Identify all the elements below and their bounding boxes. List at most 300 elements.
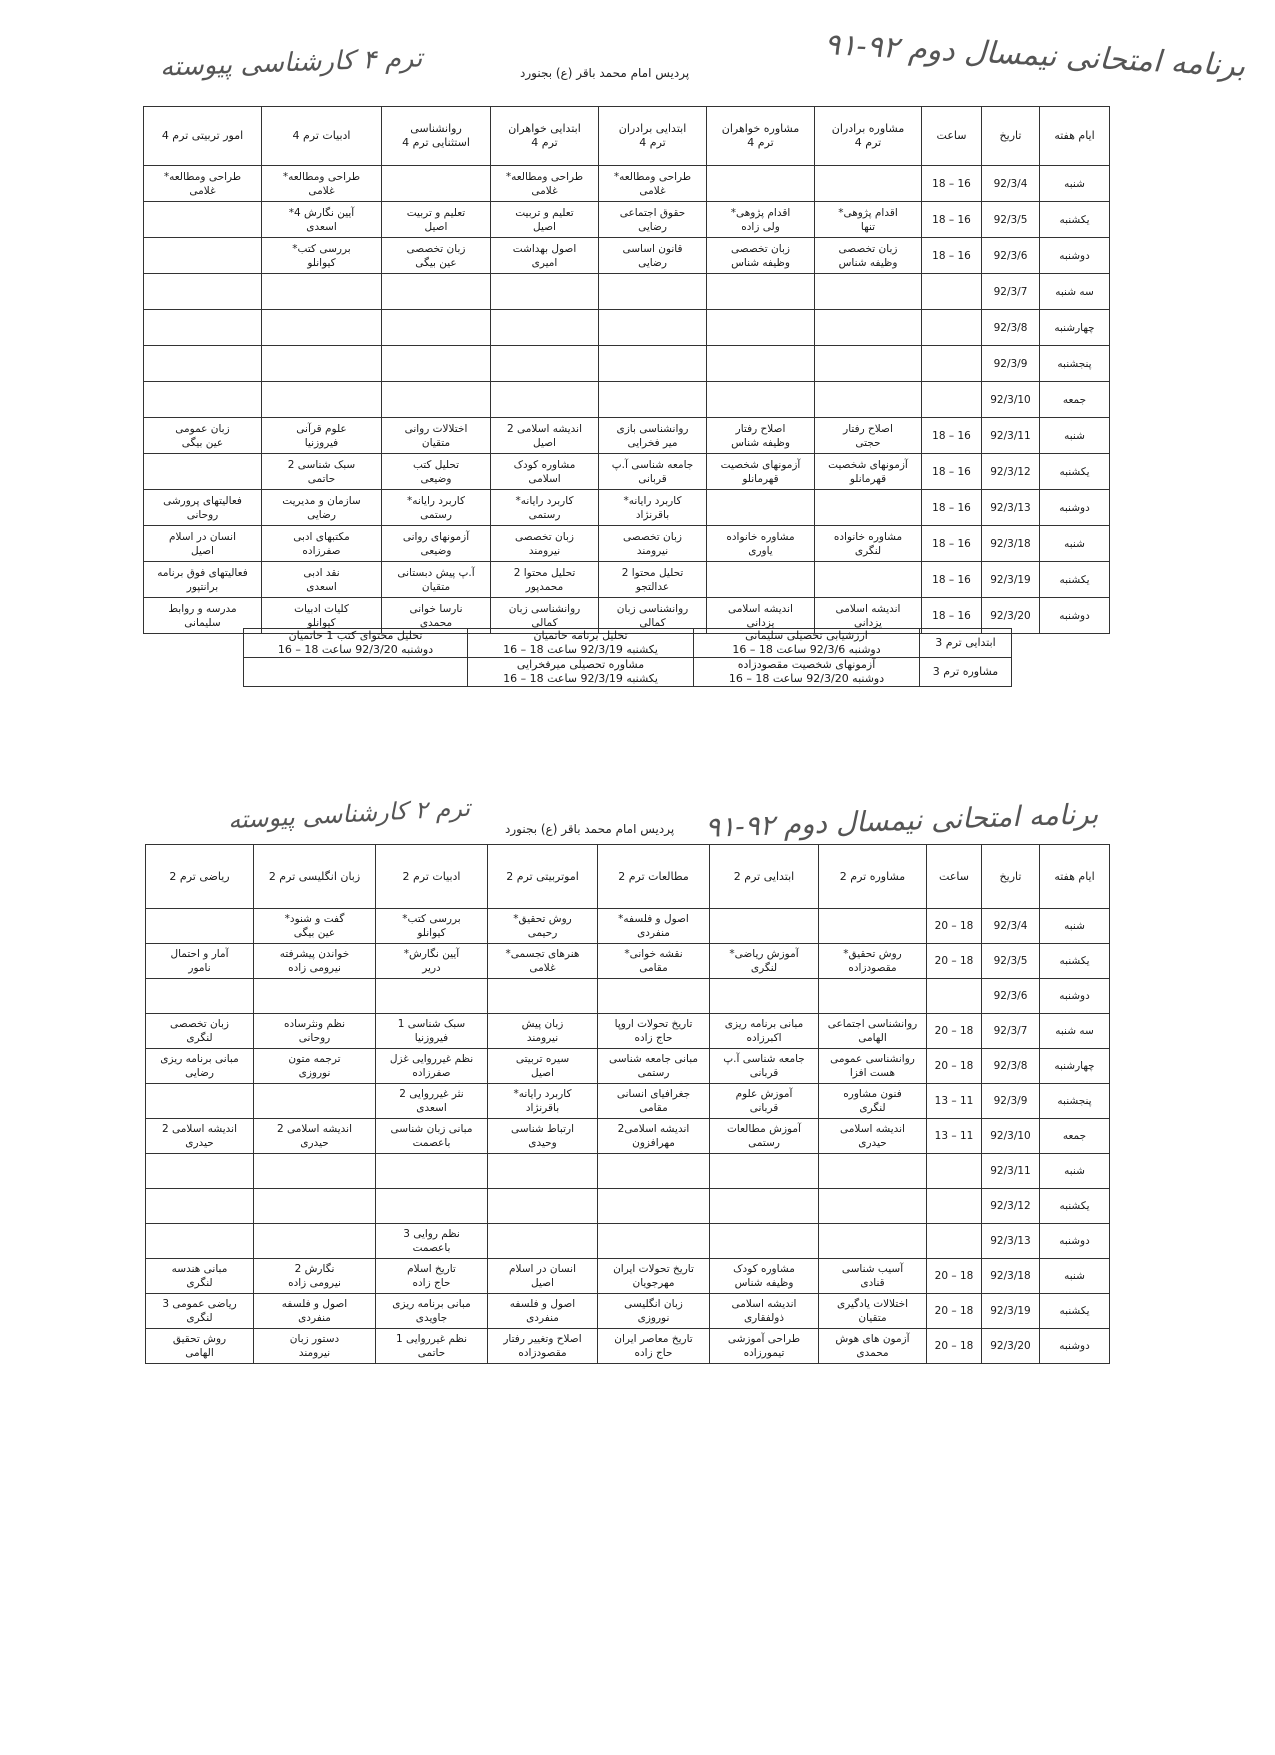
- date-cell: 92/3/8: [982, 310, 1040, 346]
- course-cell: [815, 166, 922, 202]
- course-cell: زبان تخصصی وظیفه شناس: [815, 238, 922, 274]
- column-header: زبان انگلیسی ترم 2: [254, 845, 376, 909]
- date-cell: 92/3/12: [982, 454, 1040, 490]
- course-cell: [707, 310, 815, 346]
- course-cell: [382, 274, 491, 310]
- course-cell: مبانی برنامه ریزی رضایی: [146, 1049, 254, 1084]
- course-cell: [146, 1084, 254, 1119]
- table-row: [144, 526, 1110, 562]
- course-cell: تاریخ تحولات ایران مهرجویان: [598, 1259, 710, 1294]
- table-row: [146, 1154, 1110, 1189]
- course-cell: مشاوره کودک وظیفه شناس: [710, 1259, 819, 1294]
- time-cell: [927, 1224, 982, 1259]
- summary-cell: ارزشیابی تحصیلی سلیمانی دوشنبه 92/3/6 ساعت 18 – 16: [694, 629, 920, 658]
- course-cell: [254, 1154, 376, 1189]
- course-cell: نظم غیرروایی 1 حاتمی: [376, 1329, 488, 1364]
- course-cell: [707, 382, 815, 418]
- course-cell: آسیب شناسی قنادی: [819, 1259, 927, 1294]
- course-cell: سازمان و مدیریت رضایی: [262, 490, 382, 526]
- course-cell: [815, 310, 922, 346]
- column-header: ابتدایی ترم 2: [710, 845, 819, 909]
- course-cell: [488, 1224, 598, 1259]
- date-cell: 92/3/10: [982, 1119, 1040, 1154]
- course-cell: زبان پیش نیرومند: [488, 1014, 598, 1049]
- course-cell: گفت و شنود* عین بیگی: [254, 909, 376, 944]
- course-cell: [488, 1189, 598, 1224]
- course-cell: [144, 274, 262, 310]
- day-cell: چهارشنبه: [1040, 1049, 1110, 1084]
- day-cell: یکشنبه: [1040, 562, 1110, 598]
- course-cell: [144, 310, 262, 346]
- time-cell: [927, 1154, 982, 1189]
- column-header: امور تربیتی ترم 4: [144, 107, 262, 166]
- course-cell: [598, 1224, 710, 1259]
- table-row: [144, 310, 1110, 346]
- course-cell: [815, 346, 922, 382]
- course-cell: زبان تخصصی نیرومند: [599, 526, 707, 562]
- course-cell: اندیشه اسلامی 2 اصیل: [491, 418, 599, 454]
- table-row: [144, 454, 1110, 490]
- day-cell: جمعه: [1040, 382, 1110, 418]
- course-cell: [376, 1189, 488, 1224]
- course-cell: خواندن پیشرفته نیرومی زاده: [254, 944, 376, 979]
- date-cell: 92/3/19: [982, 1294, 1040, 1329]
- course-cell: روش تحقیق* رحیمی: [488, 909, 598, 944]
- course-cell: [144, 238, 262, 274]
- summary-cell: تحلیل محتوای کتب 1 حاتمیان دوشنبه 92/3/20 ساعت 18 – 16: [244, 629, 468, 658]
- course-cell: ریاضی عمومی 3 لنگری: [146, 1294, 254, 1329]
- handwritten-title-2: برنامه امتحانی نیمسال دوم ۹۲-۹۱: [704, 797, 1099, 844]
- course-cell: [262, 310, 382, 346]
- table-row: [146, 944, 1110, 979]
- course-cell: مبانی هندسه لنگری: [146, 1259, 254, 1294]
- course-cell: کاربرد رایانه* رستمی: [491, 490, 599, 526]
- day-cell: پنجشنبه: [1040, 346, 1110, 382]
- course-cell: اندیشه اسلامی2 مهرافزون: [598, 1119, 710, 1154]
- course-cell: روانشناسی بازی میر فخرایی: [599, 418, 707, 454]
- summary-cell: آزمونهای شخصیت مقصودزاده دوشنبه 92/3/20 ساعت 18 – 16: [694, 658, 920, 687]
- course-cell: اصلاح رفتار حجتی: [815, 418, 922, 454]
- course-cell: جامعه شناسی آ.پ قربانی: [599, 454, 707, 490]
- table-row: [144, 202, 1110, 238]
- course-cell: [815, 382, 922, 418]
- term3-summary-table: [243, 628, 1012, 687]
- course-cell: اختلالات یادگیری متقیان: [819, 1294, 927, 1329]
- course-cell: [254, 1084, 376, 1119]
- campus-header-1: پردیس امام محمد باقر (ع) بجنورد: [520, 66, 690, 80]
- course-cell: کاربرد رایانه* باقرنژاد: [488, 1084, 598, 1119]
- table-row: [144, 346, 1110, 382]
- course-cell: [710, 1154, 819, 1189]
- time-cell: 16 – 18: [922, 454, 982, 490]
- table-row: [144, 238, 1110, 274]
- course-cell: نگارش 2 نیرومی زاده: [254, 1259, 376, 1294]
- course-cell: [599, 346, 707, 382]
- time-cell: 16 – 18: [922, 418, 982, 454]
- time-cell: [922, 346, 982, 382]
- course-cell: مشاوره خانواده یاوری: [707, 526, 815, 562]
- day-cell: دوشنبه: [1040, 598, 1110, 634]
- date-cell: 92/3/13: [982, 490, 1040, 526]
- course-cell: کاربرد رایانه* رستمی: [382, 490, 491, 526]
- course-cell: مبانی جامعه شناسی رستمی: [598, 1049, 710, 1084]
- time-cell: 16 – 18: [922, 526, 982, 562]
- date-cell: 92/3/4: [982, 909, 1040, 944]
- course-cell: روانشناسی عمومی هست افزا: [819, 1049, 927, 1084]
- table-row: [144, 274, 1110, 310]
- course-cell: [707, 166, 815, 202]
- course-cell: زبان عمومی عین بیگی: [144, 418, 262, 454]
- course-cell: طراحی ومطالعه* غلامی: [144, 166, 262, 202]
- day-cell: شنبه: [1040, 418, 1110, 454]
- time-cell: 16 – 18: [922, 490, 982, 526]
- handwritten-term-1: ترم ۴ کارشناسی پیوسته: [159, 43, 423, 83]
- course-cell: آزمون های هوش محمدی: [819, 1329, 927, 1364]
- time-cell: 18 – 20: [927, 1294, 982, 1329]
- course-cell: جامعه شناسی آ.پ قربانی: [710, 1049, 819, 1084]
- course-cell: اندیشه اسلامی یزدانی: [815, 598, 922, 634]
- course-cell: زبان تخصصی نیرومند: [491, 526, 599, 562]
- day-cell: شنبه: [1040, 1154, 1110, 1189]
- course-cell: طراحی ومطالعه* غلامی: [599, 166, 707, 202]
- course-cell: [819, 909, 927, 944]
- course-cell: [710, 1224, 819, 1259]
- course-cell: آیین نگارش* دریر: [376, 944, 488, 979]
- course-cell: روانشناسی اجتماعی الهامی: [819, 1014, 927, 1049]
- day-cell: شنبه: [1040, 1259, 1110, 1294]
- column-header: ایام هفته: [1040, 107, 1110, 166]
- course-cell: [146, 909, 254, 944]
- course-cell: طراحی ومطالعه* غلامی: [491, 166, 599, 202]
- course-cell: [819, 1224, 927, 1259]
- course-cell: نظم غیرروایی غزل صفرزاده: [376, 1049, 488, 1084]
- course-cell: اندیشه اسلامی 2 حیدری: [254, 1119, 376, 1154]
- date-cell: 92/3/20: [982, 1329, 1040, 1364]
- course-cell: انسان در اسلام اصیل: [144, 526, 262, 562]
- time-cell: [922, 382, 982, 418]
- summary-row: [244, 658, 1012, 687]
- course-cell: تحلیل کتب وضیعی: [382, 454, 491, 490]
- course-cell: دستور زبان نیرومند: [254, 1329, 376, 1364]
- course-cell: مدرسه و روابط سلیمانی: [144, 598, 262, 634]
- table-row: [146, 1014, 1110, 1049]
- course-cell: روش تحقیق الهامی: [146, 1329, 254, 1364]
- course-cell: اصلاح رفتار وظیفه شناس: [707, 418, 815, 454]
- course-cell: [262, 382, 382, 418]
- course-cell: [382, 382, 491, 418]
- table-row: [144, 382, 1110, 418]
- course-cell: [144, 382, 262, 418]
- summary-row: [244, 629, 1012, 658]
- course-cell: [491, 310, 599, 346]
- course-cell: نثر غیرروایی 2 اسعدی: [376, 1084, 488, 1119]
- day-cell: یکشنبه: [1040, 1189, 1110, 1224]
- table-row: [146, 1259, 1110, 1294]
- date-cell: 92/3/10: [982, 382, 1040, 418]
- day-cell: یکشنبه: [1040, 202, 1110, 238]
- course-cell: [382, 166, 491, 202]
- summary-label: مشاوره ترم 3: [920, 658, 1012, 687]
- column-header: ابتدایی خواهران ترم 4: [491, 107, 599, 166]
- column-header: ایام هفته: [1040, 845, 1110, 909]
- course-cell: [491, 274, 599, 310]
- handwritten-term-2: ترم ۲ کارشناسی پیوسته: [227, 793, 471, 835]
- time-cell: 16 – 18: [922, 562, 982, 598]
- table-row: [146, 909, 1110, 944]
- course-cell: [254, 1189, 376, 1224]
- course-cell: اقدام پژوهی* تنها: [815, 202, 922, 238]
- table-row: [146, 1189, 1110, 1224]
- time-cell: [922, 310, 982, 346]
- course-cell: نظم روایی 3 باعصمت: [376, 1224, 488, 1259]
- date-cell: 92/3/19: [982, 562, 1040, 598]
- date-cell: 92/3/8: [982, 1049, 1040, 1084]
- date-cell: 92/3/4: [982, 166, 1040, 202]
- time-cell: [927, 979, 982, 1014]
- column-header: مشاوره ترم 2: [819, 845, 927, 909]
- table-row: [146, 979, 1110, 1014]
- column-header: مشاوره خواهران ترم 4: [707, 107, 815, 166]
- course-cell: روش تحقیق* مقصودزاده: [819, 944, 927, 979]
- course-cell: زبان انگلیسی نوروزی: [598, 1294, 710, 1329]
- column-header: ریاضی ترم 2: [146, 845, 254, 909]
- course-cell: اصلاح وتغییر رفتار مقصودزاده: [488, 1329, 598, 1364]
- exam-schedule-table-term2: [145, 844, 1110, 1364]
- table-row: [144, 562, 1110, 598]
- date-cell: 92/3/11: [982, 1154, 1040, 1189]
- table-row: [146, 1049, 1110, 1084]
- course-cell: [710, 1189, 819, 1224]
- course-cell: اندیشه اسلامی ذولفقاری: [710, 1294, 819, 1329]
- course-cell: نظم ونثرساده روحانی: [254, 1014, 376, 1049]
- course-cell: حقوق اجتماعی رضایی: [599, 202, 707, 238]
- course-cell: [146, 1154, 254, 1189]
- date-cell: 92/3/5: [982, 202, 1040, 238]
- course-cell: اصول و فلسفه منفردی: [488, 1294, 598, 1329]
- course-cell: ترجمه متون نوروزی: [254, 1049, 376, 1084]
- course-cell: اندیشه اسلامی حیدری: [819, 1119, 927, 1154]
- time-cell: 11 – 13: [927, 1119, 982, 1154]
- course-cell: بررسی کتب* کیوانلو: [376, 909, 488, 944]
- time-cell: 18 – 20: [927, 1329, 982, 1364]
- column-header: ابتدایی برادران ترم 4: [599, 107, 707, 166]
- summary-cell: [244, 658, 468, 687]
- course-cell: انسان در اسلام اصیل: [488, 1259, 598, 1294]
- table-row: [146, 1224, 1110, 1259]
- course-cell: اندیشه اسلامی 2 حیدری: [146, 1119, 254, 1154]
- course-cell: تاریخ اسلام حاج زاده: [376, 1259, 488, 1294]
- time-cell: 18 – 20: [927, 909, 982, 944]
- time-cell: [922, 274, 982, 310]
- course-cell: [819, 979, 927, 1014]
- course-cell: سبک شناسی 2 حاتمی: [262, 454, 382, 490]
- date-cell: 92/3/6: [982, 238, 1040, 274]
- time-cell: 16 – 18: [922, 202, 982, 238]
- course-cell: اندیشه اسلامی یزدانی: [707, 598, 815, 634]
- course-cell: زبان تخصصی وظیفه شناس: [707, 238, 815, 274]
- course-cell: فعالیتهای پرورشی روحانی: [144, 490, 262, 526]
- table-row: [144, 418, 1110, 454]
- day-cell: دوشنبه: [1040, 1224, 1110, 1259]
- course-cell: [144, 346, 262, 382]
- course-cell: کاربرد رایانه* باقرنژاد: [599, 490, 707, 526]
- course-cell: [254, 1224, 376, 1259]
- column-header: تاریخ: [982, 845, 1040, 909]
- course-cell: [710, 909, 819, 944]
- course-cell: [599, 274, 707, 310]
- time-cell: 18 – 20: [927, 1049, 982, 1084]
- course-cell: [144, 202, 262, 238]
- course-cell: آموزش ریاضی* لنگری: [710, 944, 819, 979]
- course-cell: [491, 346, 599, 382]
- course-cell: [488, 1154, 598, 1189]
- day-cell: شنبه: [1040, 526, 1110, 562]
- course-cell: مشاوره خانواده لنگری: [815, 526, 922, 562]
- course-cell: [598, 979, 710, 1014]
- column-header: ادبیات ترم 2: [376, 845, 488, 909]
- date-cell: 92/3/5: [982, 944, 1040, 979]
- exam-schedule-table-term4: [143, 106, 1110, 634]
- column-header: مطالعات ترم 2: [598, 845, 710, 909]
- course-cell: علوم قرآنی فیروزنیا: [262, 418, 382, 454]
- day-cell: دوشنبه: [1040, 238, 1110, 274]
- date-cell: 92/3/12: [982, 1189, 1040, 1224]
- course-cell: آزمونهای روانی وضیعی: [382, 526, 491, 562]
- table-row: [144, 166, 1110, 202]
- course-cell: هنرهای تجسمی* غلامی: [488, 944, 598, 979]
- course-cell: مکتبهای ادبی صفرزاده: [262, 526, 382, 562]
- date-cell: 92/3/18: [982, 526, 1040, 562]
- course-cell: آزمونهای شخصیت قهرمانلو: [815, 454, 922, 490]
- campus-header-2: پردیس امام محمد باقر (ع) بجنورد: [505, 822, 675, 836]
- course-cell: روانشناسی زبان کمالی: [491, 598, 599, 634]
- date-cell: 92/3/20: [982, 598, 1040, 634]
- course-cell: مبانی برنامه ریزی جاویدی: [376, 1294, 488, 1329]
- course-cell: [815, 274, 922, 310]
- column-header: ادبیات ترم 4: [262, 107, 382, 166]
- course-cell: اختلالات روانی متقیان: [382, 418, 491, 454]
- day-cell: شنبه: [1040, 166, 1110, 202]
- course-cell: نقد ادبی اسعدی: [262, 562, 382, 598]
- course-cell: [488, 979, 598, 1014]
- course-cell: قانون اساسی رضایی: [599, 238, 707, 274]
- course-cell: ارتباط شناسی وحیدی: [488, 1119, 598, 1154]
- course-cell: نقشه خوانی* مقامی: [598, 944, 710, 979]
- table-row: [146, 1119, 1110, 1154]
- course-cell: طراحی آموزشی تیمورزاده: [710, 1329, 819, 1364]
- course-cell: زبان تخصصی عین بیگی: [382, 238, 491, 274]
- time-cell: 18 – 20: [927, 944, 982, 979]
- summary-cell: تحلیل برنامه حاتمیان یکشنبه 92/3/19 ساعت 18 – 16: [468, 629, 694, 658]
- summary-label: ابتدایی ترم 3: [920, 629, 1012, 658]
- course-cell: [144, 454, 262, 490]
- course-cell: اصول و فلسفه* منفردی: [598, 909, 710, 944]
- course-cell: [262, 346, 382, 382]
- column-header: ساعت: [922, 107, 982, 166]
- course-cell: [819, 1189, 927, 1224]
- course-cell: آموزش مطالعات رستمی: [710, 1119, 819, 1154]
- course-cell: آیین نگارش 4* اسعدی: [262, 202, 382, 238]
- time-cell: 16 – 18: [922, 598, 982, 634]
- course-cell: [146, 979, 254, 1014]
- course-cell: [598, 1189, 710, 1224]
- date-cell: 92/3/9: [982, 346, 1040, 382]
- day-cell: سه شنبه: [1040, 1014, 1110, 1049]
- day-cell: یکشنبه: [1040, 944, 1110, 979]
- day-cell: دوشنبه: [1040, 1329, 1110, 1364]
- day-cell: یکشنبه: [1040, 454, 1110, 490]
- course-cell: جغرافیای انسانی مقامی: [598, 1084, 710, 1119]
- date-cell: 92/3/18: [982, 1259, 1040, 1294]
- date-cell: 92/3/6: [982, 979, 1040, 1014]
- column-header: اموتربیتی ترم 2: [488, 845, 598, 909]
- course-cell: تاریخ تحولات اروپا حاج زاده: [598, 1014, 710, 1049]
- column-header: روانشناسی استثنایی ترم 4: [382, 107, 491, 166]
- course-cell: مشاوره کودک اسلامی: [491, 454, 599, 490]
- time-cell: 16 – 18: [922, 166, 982, 202]
- day-cell: دوشنبه: [1040, 979, 1110, 1014]
- table-row: [146, 1294, 1110, 1329]
- course-cell: [707, 562, 815, 598]
- course-cell: آموزش علوم قربانی: [710, 1084, 819, 1119]
- date-cell: 92/3/7: [982, 1014, 1040, 1049]
- course-cell: آزمونهای شخصیت قهرمانلو: [707, 454, 815, 490]
- day-cell: چهارشنبه: [1040, 310, 1110, 346]
- course-cell: [707, 346, 815, 382]
- course-cell: فنون مشاوره لنگری: [819, 1084, 927, 1119]
- date-cell: 92/3/9: [982, 1084, 1040, 1119]
- course-cell: روانشناسی زبان کمالی: [599, 598, 707, 634]
- time-cell: 18 – 20: [927, 1259, 982, 1294]
- course-cell: زبان تخصصی لنگری: [146, 1014, 254, 1049]
- day-cell: جمعه: [1040, 1119, 1110, 1154]
- course-cell: مبانی زبان شناسی باعصمت: [376, 1119, 488, 1154]
- course-cell: کلیات ادبیات کیوانلو: [262, 598, 382, 634]
- date-cell: 92/3/11: [982, 418, 1040, 454]
- date-cell: 92/3/7: [982, 274, 1040, 310]
- course-cell: سبک شناسی 1 فیروزنیا: [376, 1014, 488, 1049]
- course-cell: [491, 382, 599, 418]
- course-cell: [598, 1154, 710, 1189]
- column-header: مشاوره برادران ترم 4: [815, 107, 922, 166]
- course-cell: مبانی برنامه ریزی اکبرزاده: [710, 1014, 819, 1049]
- day-cell: پنجشنبه: [1040, 1084, 1110, 1119]
- table-row: [146, 1329, 1110, 1364]
- course-cell: اصول و فلسفه منفردی: [254, 1294, 376, 1329]
- course-cell: تاریخ معاصر ایران حاج زاده: [598, 1329, 710, 1364]
- course-cell: تعلیم و تربیت اصیل: [491, 202, 599, 238]
- day-cell: سه شنبه: [1040, 274, 1110, 310]
- course-cell: تحلیل محتوا 2 محمدپور: [491, 562, 599, 598]
- course-cell: [710, 979, 819, 1014]
- course-cell: [146, 1189, 254, 1224]
- table-row: [146, 1084, 1110, 1119]
- course-cell: [376, 1154, 488, 1189]
- summary-cell: مشاوره تحصیلی میرفخرایی یکشنبه 92/3/19 ساعت 18 – 16: [468, 658, 694, 687]
- course-cell: فعالیتهای فوق برنامه برانتپور: [144, 562, 262, 598]
- course-cell: آمار و احتمال نامور: [146, 944, 254, 979]
- course-cell: [815, 490, 922, 526]
- time-cell: 18 – 20: [927, 1014, 982, 1049]
- course-cell: [819, 1154, 927, 1189]
- time-cell: 16 – 18: [922, 238, 982, 274]
- course-cell: تحلیل محتوا 2 عدالتجو: [599, 562, 707, 598]
- course-cell: [815, 562, 922, 598]
- day-cell: شنبه: [1040, 909, 1110, 944]
- column-header: تاریخ: [982, 107, 1040, 166]
- table-row: [144, 490, 1110, 526]
- course-cell: [382, 310, 491, 346]
